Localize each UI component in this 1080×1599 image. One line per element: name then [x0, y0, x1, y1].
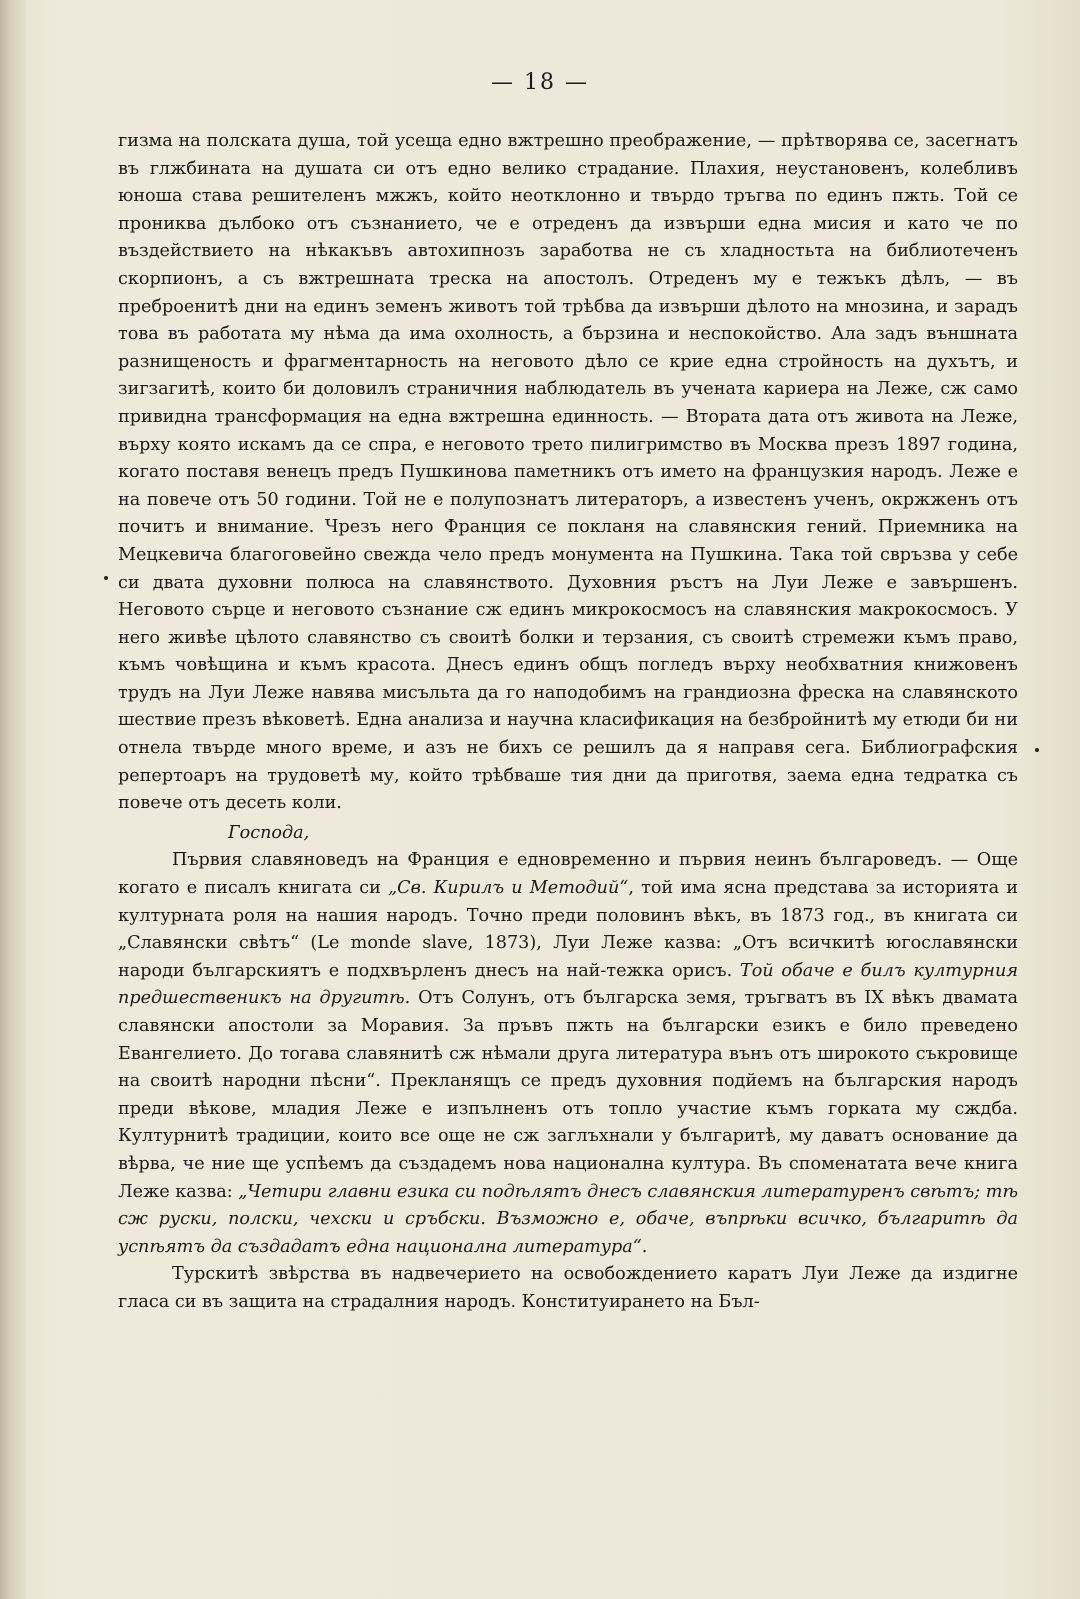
page-number: — 18 — [491, 70, 589, 95]
paragraph [118, 1261, 1018, 1316]
ink-speck [104, 576, 108, 580]
text-run: Турскитѣ звѣрства въ надвечерието на освобождението каратъ Луи Леже да издигне гласа си въ защита на страдалния народъ. Конституирането на Бъл- [118, 1264, 1018, 1312]
text-run: Първия славяноведъ на Франция е едновременно и първия неинъ българоведъ. — Още когато е писалъ книгата си [118, 850, 1018, 899]
paragraph [118, 128, 1018, 818]
italic-text-run: Той обаче е билъ културния предшественикъ на другитѣ. [118, 960, 1018, 1009]
page-binding-shadow [0, 0, 26, 1599]
italic-text-run: „Четири главни езика си подѣлятъ днесъ славянския литературенъ свѣтъ; тѣ сж руски, полски, чехски и сръбски. Възможно е, обаче, въпрѣки всичко, българитѣ да успѣятъ да създадатъ една национална литература“. [118, 1181, 1018, 1257]
italic-text-run: „Св. Кирилъ и Методий“ [388, 878, 629, 899]
text-run: Отъ Солунъ, отъ българска земя, тръгватъ въ IX вѣкъ двамата славянски апостоли за Моравия. За пръвъ пжть на български езикъ е било преведено Евангелието. До тогава славянитѣ сж нѣмали друга литература вънъ отъ широкото съкровище на своитѣ народни пѣсни“. Прекланящъ се предъ духовния подйемъ на българския народъ преди вѣкове, младия Леже е изпълненъ отъ топло участие къмъ горката му сждба. Културнитѣ традиции, които все още не сж заглъхнали у българитѣ, му даватъ основание да вѣрва, че ние ще успѣемъ да създадемъ нова национална култура. Въ споменатата вече книга Леже казва: [118, 988, 1018, 1202]
greeting: Господа, [228, 822, 310, 843]
text-run: гизма на полската душа, той усеща едно вжтрешно преображение, — прѣтворява се, засегнатъ въ глжбината на душата си отъ едно велико страдание. Плахия, неустановенъ, колебливъ юноша става решителенъ мжжъ, който неотклонно и твърдо тръгва по единъ пжть. Той се прониква дълбоко отъ съзнанието, че е отреденъ да извърши една мисия и като че по въздействието на нѣкакъвъ автохипнозъ заработва не съ хладностьта на библиотеченъ скорпионъ, а съ вжтрешната треска на апостолъ. Отреденъ му е тежъкъ дѣлъ, — въ преброенитѣ дни на единъ земенъ животъ той трѣбва да извърши дѣлото на мнозина, и зарадъ това въ работата му нѣма да има охолность, а бързина и неспокойство. Ала задъ външната разнищеность и фрагментарность на неговото дѣло се крие една стройность на духътъ, и зигзагитѣ, които би доловилъ страничния наблюдатель въ учената кариера на Леже, сж само привидна трансформация на една вжтрешна единность. — Втората дата отъ живота на Леже, върху която искамъ да се спра, е неговото трето пилигримство въ Москва презъ 1897 година, когато поставя венецъ предъ Пушкинова паметникъ отъ името на французкия народъ. Леже е на повече отъ 50 години. Той не е полупознатъ литераторъ, а известенъ ученъ, окржженъ отъ почитъ и внимание. Чрезъ него Франция се покланя на славянския гений. Приемника на Мецкевича благоговейно свежда чело предъ монумента на Пушкина. Така той свръзва у себе си двата духовни полюса на славянството. Духовния ръстъ на Луи Леже е завършенъ. Неговото сърце и неговото съзнание сж единъ микрокосмосъ на славянския макрокосмосъ. У него живѣе цѣлото славянство съ своитѣ болки и терзания, съ своитѣ стремежи къмъ право, къмъ човѣщина и къмъ красота. Днесъ единъ общъ погледъ върху необхватния книжовенъ трудъ на Луи Леже навява мисъльта да го наподобимъ на грандиозна фреска на славянското шествие презъ вѣковетѣ. Една анализа и научна класификация на безбройнитѣ му етюди би ни отнела твърде много време, и азъ не бихъ се решилъ да я направя сега. Библиографския репертоаръ на трудоветѣ му, който трѣбваше тия дни да приготвя, заема една тедратка съ повече отъ десеть коли. [118, 131, 1018, 814]
ink-speck [1035, 748, 1039, 752]
body-text [118, 128, 1018, 1317]
text-run: , той има ясна представа за историята и културната роля на нашия народъ. Точно преди половинъ вѣкъ, въ 1873 год., въ книгата си „Славянски свѣтъ“ (Le monde slave, 1873), Луи Леже казва: „Отъ всичкитѣ югославянски народи българскиятъ е подхвърленъ днесъ на най-тежка орисъ. [118, 878, 1019, 981]
paragraph [118, 847, 1018, 1261]
